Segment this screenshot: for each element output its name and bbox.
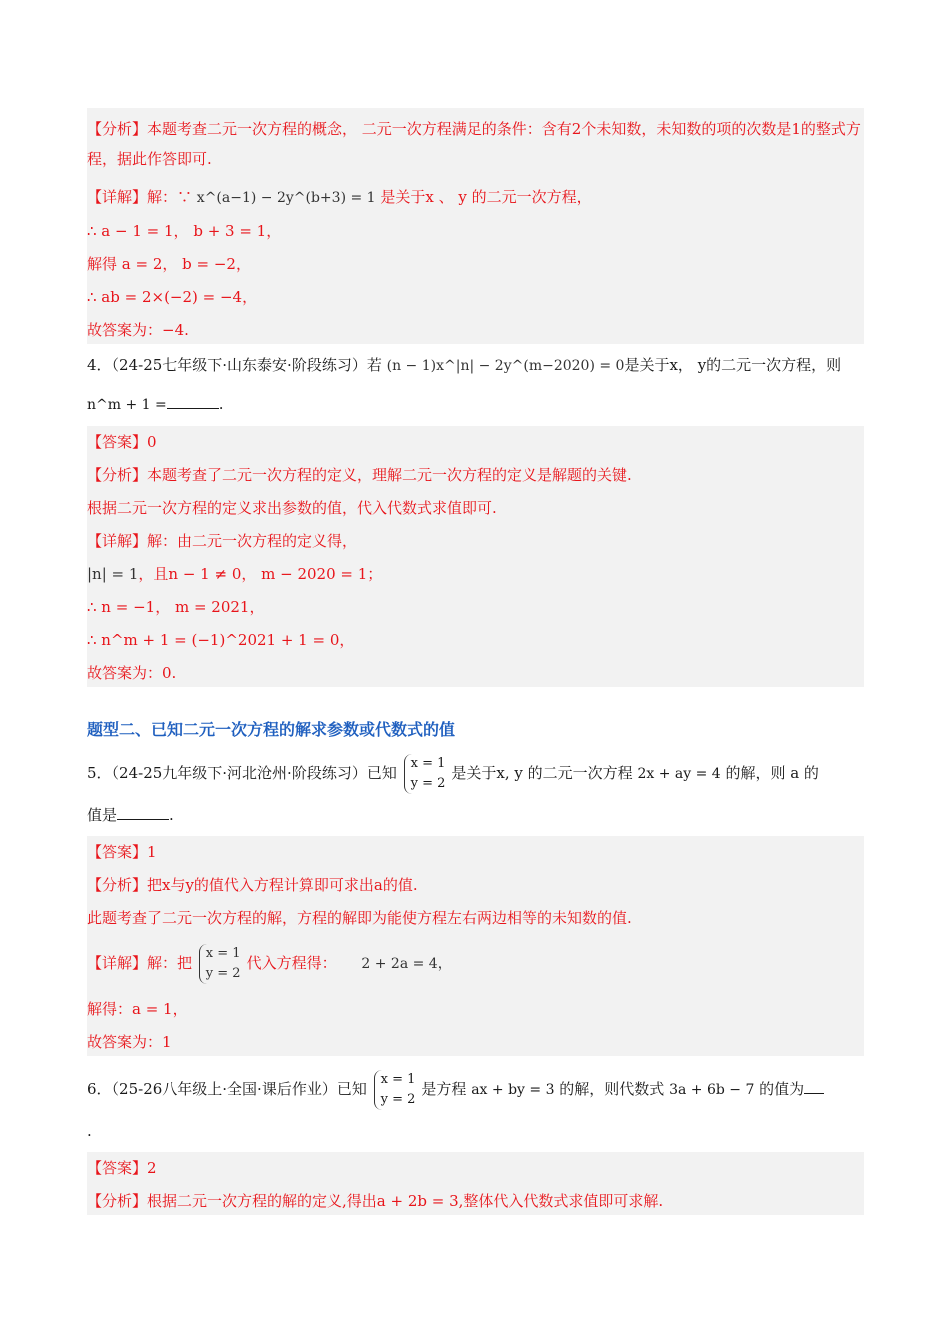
answer-blank[interactable]: [804, 1079, 824, 1094]
q5-analysis1: 【分析】把x与y的值代入方程计算即可求出a的值.: [87, 876, 418, 894]
q6-answer: 【答案】2: [87, 1159, 157, 1177]
q4-detail: 【详解】解：由二元一次方程的定义得，: [87, 532, 358, 550]
q6-expression: 3a + 6b − 7: [669, 1082, 755, 1098]
q4-analysis1: 【分析】本题考查了二元一次方程的定义，理解二元一次方程的定义是解题的关键.: [87, 466, 632, 484]
q5-analysis2: 此题考查了二元一次方程的解，方程的解即为能使方程左右两边相等的未知数的值.: [87, 909, 632, 927]
q5-detail: 【详解】解：把 x = 1 y = 2代入方程得： 2 + 2a = 4，: [87, 941, 864, 986]
q5-ask: 值是 .: [87, 806, 174, 824]
q6-equation: ax + by = 3: [471, 1082, 555, 1098]
q4-step3: ∴ n^m + 1 = (−1)^2021 + 1 = 0，: [87, 631, 355, 649]
q5-question: 5．（24-25九年级下·河北沧州·阶段练习）已知 x = 1 y = 2是关于x, y 的二元一次方程 2x + ay = 4 的解，则 a 的: [87, 754, 864, 794]
q6-equation-system: x = 1 y = 2: [374, 1070, 420, 1110]
q4-final: 故答案为：0.: [87, 664, 177, 682]
q4-answer: 【答案】0: [87, 433, 157, 451]
q3-step2: 解得 a = 2， b = −2，: [87, 255, 251, 273]
q3-step3: ∴ ab = 2×(−2) = −4，: [87, 288, 258, 306]
q4-question: 4．（24-25七年级下·山东泰安·阶段练习）若 (n − 1)x^|n| − 2y^(m−2020) = 0是关于x， y的二元一次方程，则: [87, 356, 842, 374]
answer-blank[interactable]: [117, 805, 169, 820]
q5-solution-box: [87, 836, 864, 1056]
q4-step2: ∴ n = −1， m = 2021，: [87, 598, 265, 616]
q3-final: 故答案为：−4.: [87, 321, 189, 339]
q5-final: 故答案为：1: [87, 1033, 172, 1051]
q5-equation: 2x + ay = 4: [637, 766, 721, 782]
q3-step1: ∴ a − 1 = 1， b + 3 = 1，: [87, 222, 282, 240]
q3-detail: 【详解】解：∵ x^(a−1) − 2y^(b+3) = 1 是关于x 、 y 的二元一次方程，: [87, 188, 592, 206]
q5-detail-system: x = 1 y = 2: [199, 944, 245, 984]
q4-ask: n^m + 1 = .: [87, 395, 224, 413]
q4-analysis2: 根据二元一次方程的定义求出参数的值，代入代数式求值即可.: [87, 499, 497, 517]
section-title: 题型二、已知二元一次方程的解求参数或代数式的值: [87, 720, 456, 739]
q3-analysis: 【分析】本题考查二元一次方程的概念， 二元一次方程满足的条件：含有2个未知数，未知数的项的次数是1的整式方程，据此作答即可.: [87, 120, 861, 168]
q6-question: 6．（25-26八年级上·全国·课后作业）已知 x = 1 y = 2是方程 ax + by = 3 的解，则代数式 3a + 6b − 7 的值为: [87, 1070, 864, 1110]
q6-line2: .: [87, 1122, 92, 1140]
page-content: [87, 108, 864, 1215]
q5-step: 解得：a = 1，: [87, 1000, 188, 1018]
answer-blank[interactable]: [167, 394, 219, 409]
q3-detail-equation: x^(a−1) − 2y^(b+3) = 1: [196, 190, 376, 206]
q4-step1: |n| = 1，且n − 1 ≠ 0， m − 2020 = 1；: [87, 565, 383, 583]
q4-solution-box: [87, 426, 864, 687]
q4-equation: (n − 1)x^|n| − 2y^(m−2020) = 0: [386, 358, 625, 374]
q5-answer: 【答案】1: [87, 843, 157, 861]
q3-solution-box: [87, 108, 864, 344]
q5-equation-system: x = 1 y = 2: [404, 754, 450, 794]
q6-analysis: 【分析】根据二元一次方程的解的定义,得出a + 2b = 3,整体代入代数式求值即可求解.: [87, 1192, 664, 1210]
q6-solution-box: [87, 1152, 864, 1215]
